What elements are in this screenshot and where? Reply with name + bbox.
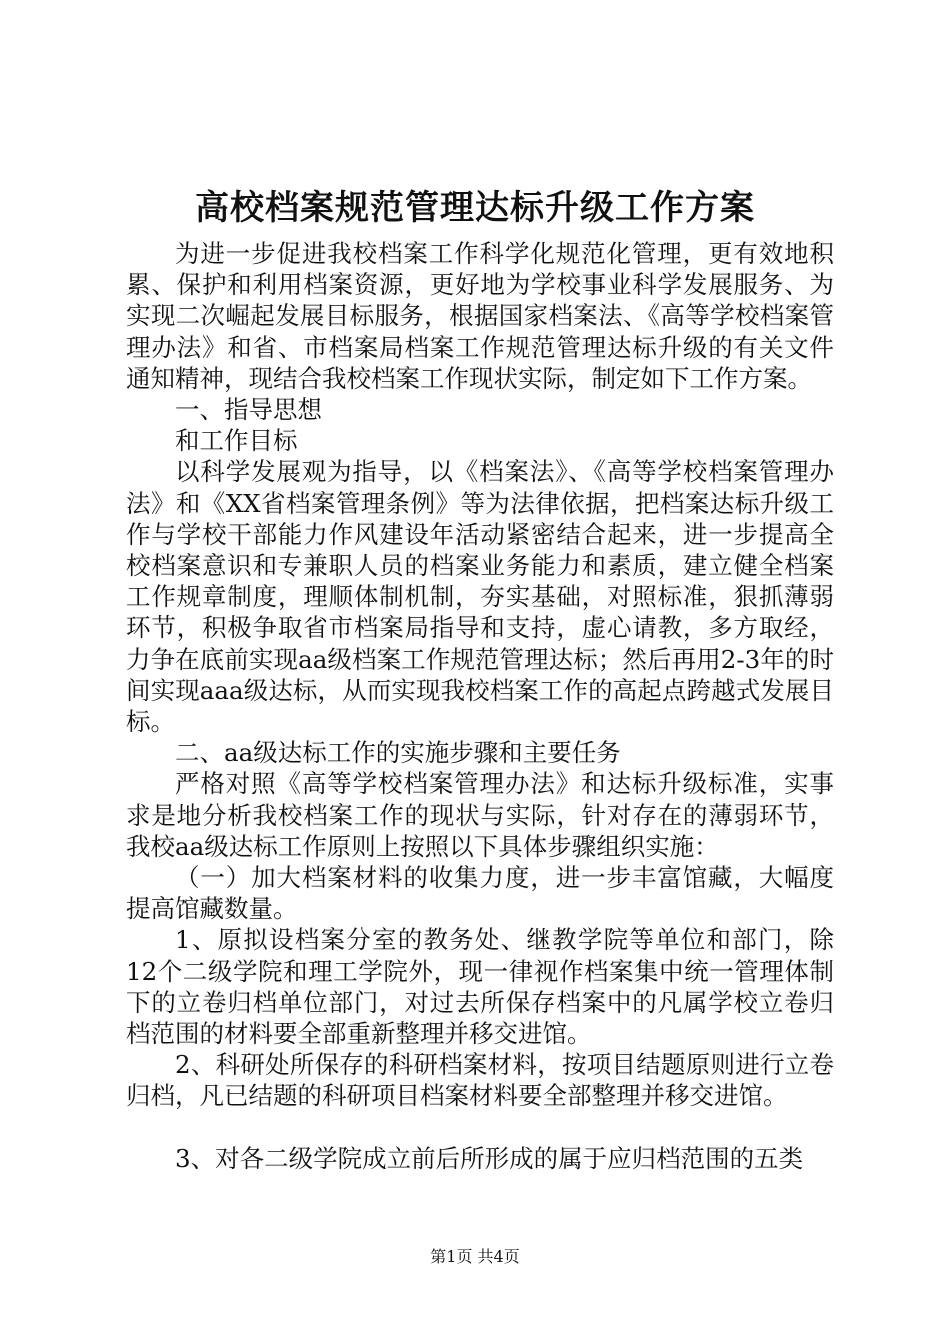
- paragraph-gap: [126, 1112, 834, 1143]
- section-heading-guiding-thought: 一、指导思想: [175, 395, 322, 425]
- document-body: [126, 238, 834, 1174]
- section-heading-implementation: 二、aa级达标工作的实施步骤和主要任务: [175, 738, 621, 768]
- implementation-paragraph: 严格对照《高等学校档案管理办法》和达标升级标准，实事求是地分析我校档案工作的现状与实际，针对存在的薄弱环节，我校aa级达标工作原则上按照以下具体步骤组织实施：: [126, 769, 834, 861]
- list-item-2: 2、科研处所保存的科研档案材料，按项目结题原则进行立卷归档，凡已结题的科研项目档案材料要全部整理并移交进馆。: [126, 1050, 834, 1111]
- list-item-1: 1、原拟设档案分室的教务处、继教学院等单位和部门，除12个二级学院和理工学院外，现一律视作档案集中统一管理体制下的立卷归档单位部门，对过去所保存档案中的凡属学校立卷归档范围的材料要全部重新整理并移交进馆。: [126, 925, 834, 1049]
- guiding-paragraph: 以科学发展观为指导，以《档案法》、《高等学校档案管理办法》和《XX省档案管理条例》等为法律依据，把档案达标升级工作与学校干部能力作风建设年活动紧密结合起来，进一步提高全校档案意识和专兼职人员的档案业务能力和素质，建立健全档案工作规章制度，理顺体制机制，夯实基础，对照标准，狠抓薄弱环节，积极争取省市档案局指导和支持，虚心请教，多方取经，力争在底前实现aa级档案工作规范管理达标；然后再用2-3年的时间实现aaa级达标，从而实现我校档案工作的高起点跨越式发展目标。: [126, 457, 834, 737]
- document-title: 高校档案规范管理达标升级工作方案: [195, 188, 755, 228]
- list-item-3: 3、对各二级学院成立前后所形成的属于应归档范围的五类: [175, 1143, 804, 1173]
- section-heading-work-goal: 和工作目标: [175, 426, 298, 456]
- subsection-heading-collection: （一）加大档案材料的收集力度，进一步丰富馆藏，大幅度提高馆藏数量。: [126, 863, 834, 924]
- page-number-footer: 第1页 共4页: [430, 1247, 520, 1266]
- intro-paragraph: 为进一步促进我校档案工作科学化规范化管理，更有效地积累、保护和利用档案资源，更好地为学校事业科学发展服务、为实现二次崛起发展目标服务，根据国家档案法、《高等学校档案管理办法》和省、市档案局档案工作规范管理达标升级的有关文件通知精神，现结合我校档案工作现状实际，制定如下工作方案。: [126, 239, 834, 393]
